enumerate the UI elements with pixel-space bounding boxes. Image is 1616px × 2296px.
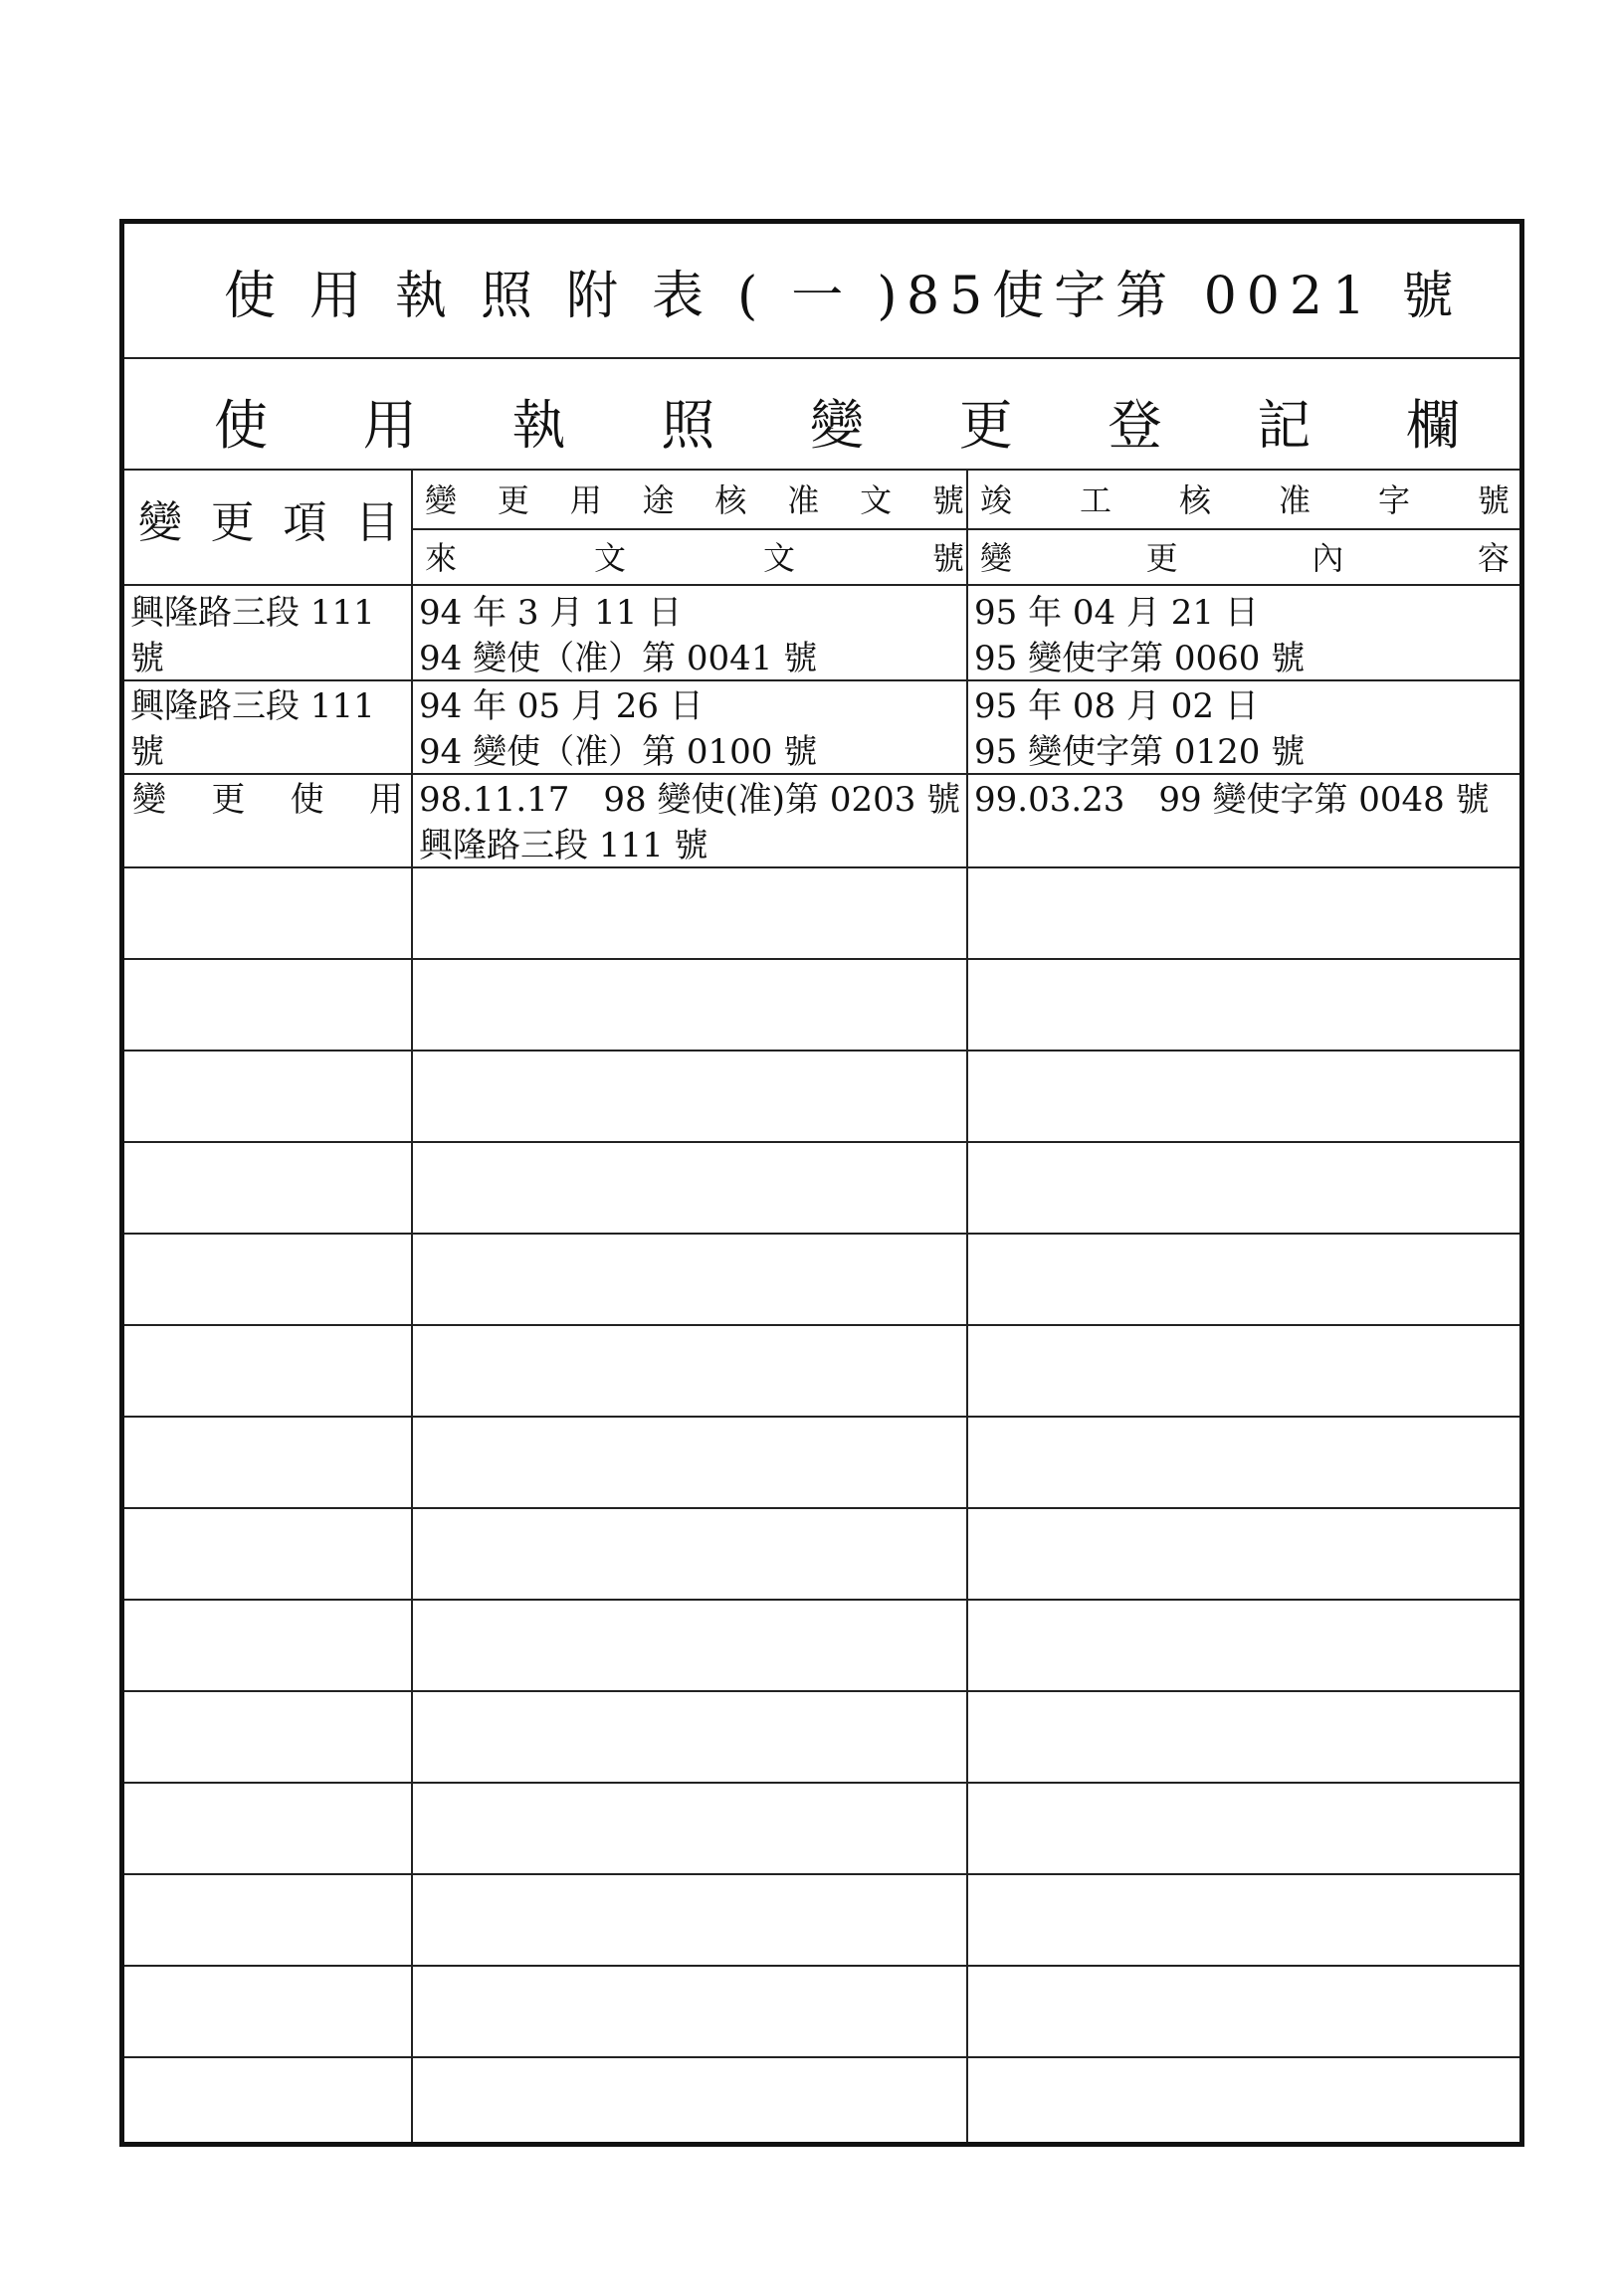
empty-row-divider: [124, 1782, 1519, 1784]
header-col3-top: 竣 工 核 准 字 號: [980, 481, 1510, 519]
empty-row-divider: [124, 1416, 1519, 1418]
divider: [124, 469, 1519, 471]
empty-row-divider: [124, 1324, 1519, 1326]
license-change-form: [119, 219, 1524, 2147]
empty-row-divider: [124, 1507, 1519, 1509]
divider: [124, 773, 1519, 775]
divider: [124, 679, 1519, 681]
row1-approval: 94 年 3 月 11 日 94 變使（准）第 0041 號: [419, 593, 818, 678]
row3-item: 變 更 使 用: [132, 780, 403, 820]
column-divider: [966, 469, 968, 2142]
title-left: 使用執照附表(一): [224, 267, 931, 326]
title-right: 85使字第 0021 號: [907, 267, 1464, 326]
empty-row-divider: [124, 1141, 1519, 1143]
form-title: [124, 224, 1519, 359]
row3-completion: 99.03.23 99 變使字第 0048 號: [974, 780, 1490, 820]
empty-row-divider: [124, 2056, 1519, 2058]
row1-completion: 95 年 04 月 21 日 95 變使字第 0060 號: [974, 593, 1306, 678]
row3-approval: 98.11.17 98 變使(准)第 0203 號 興隆路三段 111 號: [419, 780, 961, 865]
empty-row-divider: [124, 1873, 1519, 1875]
row2-item: 興隆路三段 111 號: [130, 686, 375, 772]
form-subtitle: [124, 363, 1519, 469]
row1-item: 興隆路三段 111 號: [130, 593, 375, 678]
header-item: 變 更 項 目: [138, 497, 399, 548]
empty-row-divider: [124, 1050, 1519, 1052]
divider: [124, 584, 1519, 586]
divider: [124, 357, 1519, 359]
header-col3-bottom: 變 更 內 容: [980, 539, 1510, 577]
row2-completion: 95 年 08 月 02 日 95 變使字第 0120 號: [974, 686, 1306, 772]
header-col2-bottom: 來 文 文 號: [425, 539, 964, 577]
header-col2-top: 變 更 用 途 核 准 文 號: [425, 481, 964, 519]
empty-row-divider: [124, 1690, 1519, 1692]
empty-row-divider: [124, 958, 1519, 960]
column-divider: [411, 469, 413, 2142]
empty-row-divider: [124, 1233, 1519, 1235]
subtitle-chars: 使 用 執 照 變 更 登 記 欄: [214, 394, 1460, 457]
row2-approval: 94 年 05 月 26 日 94 變使（准）第 0100 號: [419, 686, 818, 772]
empty-row-divider: [124, 1599, 1519, 1601]
divider: [124, 866, 1519, 868]
empty-row-divider: [124, 1965, 1519, 1967]
